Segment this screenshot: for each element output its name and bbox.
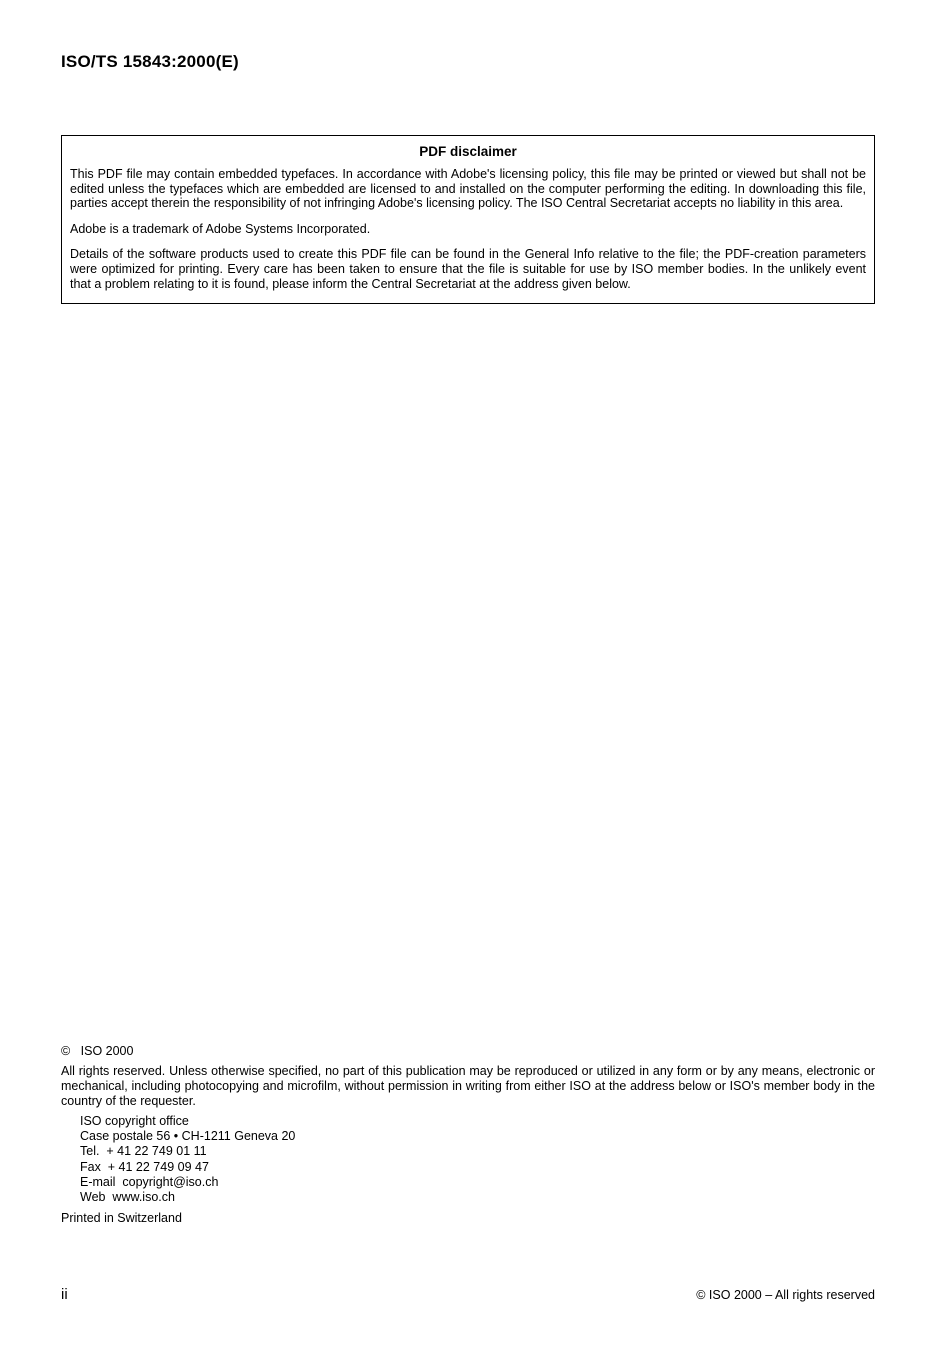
copyright-symbol-line: © ISO 2000 [61, 1044, 134, 1058]
disclaimer-paragraph: Adobe is a trademark of Adobe Systems Incorporated. [70, 221, 371, 236]
footer-page-number: ii [61, 1286, 68, 1303]
address-web: Web www.iso.ch [80, 1190, 175, 1205]
address-office: ISO copyright office [80, 1114, 189, 1128]
disclaimer-paragraph: This PDF file may contain embedded typefaces. In accordance with Adobe's licensing policy, this file may be printed or viewed but shall not be edited unless the typefaces which are embedded are licensed to and installed on the computer performing the editing. In downloading this file, parties accept therein the responsibility of not infringing Adobe's licensing policy. The ISO Central Secretariat accepts no liability in this area. [70, 167, 866, 211]
disclaimer-title: PDF disclaimer [419, 144, 517, 159]
page-footer [61, 1286, 875, 1303]
address-tel: Tel. + 41 22 749 01 11 [80, 1144, 207, 1159]
address-fax: Fax + 41 22 749 09 47 [80, 1159, 209, 1174]
footer-copyright: © ISO 2000 – All rights reserved [696, 1288, 875, 1302]
pdf-disclaimer-box [61, 135, 875, 304]
disclaimer-paragraph: Details of the software products used to create this PDF file can be found in the General Info relative to the file; the PDF-creation parameters were optimized for printing. Every care has been taken to ensure that the file is suitable for use by ISO member bodies. In the unlikely event that a problem relating to it is found, please inform the Central Secretariat at the address given below. [70, 247, 866, 291]
printed-in-line: Printed in Switzerland [61, 1211, 182, 1225]
copyright-notice: All rights reserved. Unless otherwise specified, no part of this publication may be reproduced or utilized in any form or by any means, electronic or mechanical, including photocopying and microfilm, without permission in writing from either ISO at the address below or ISO's member body in the country of the requester. [61, 1064, 875, 1108]
iso-address-block [80, 1114, 780, 1205]
doc-reference-header: ISO/TS 15843:2000(E) [61, 52, 239, 71]
address-postal: Case postale 56 • CH-1211 Geneva 20 [80, 1129, 296, 1144]
address-email: E-mail copyright@iso.ch [80, 1174, 219, 1189]
